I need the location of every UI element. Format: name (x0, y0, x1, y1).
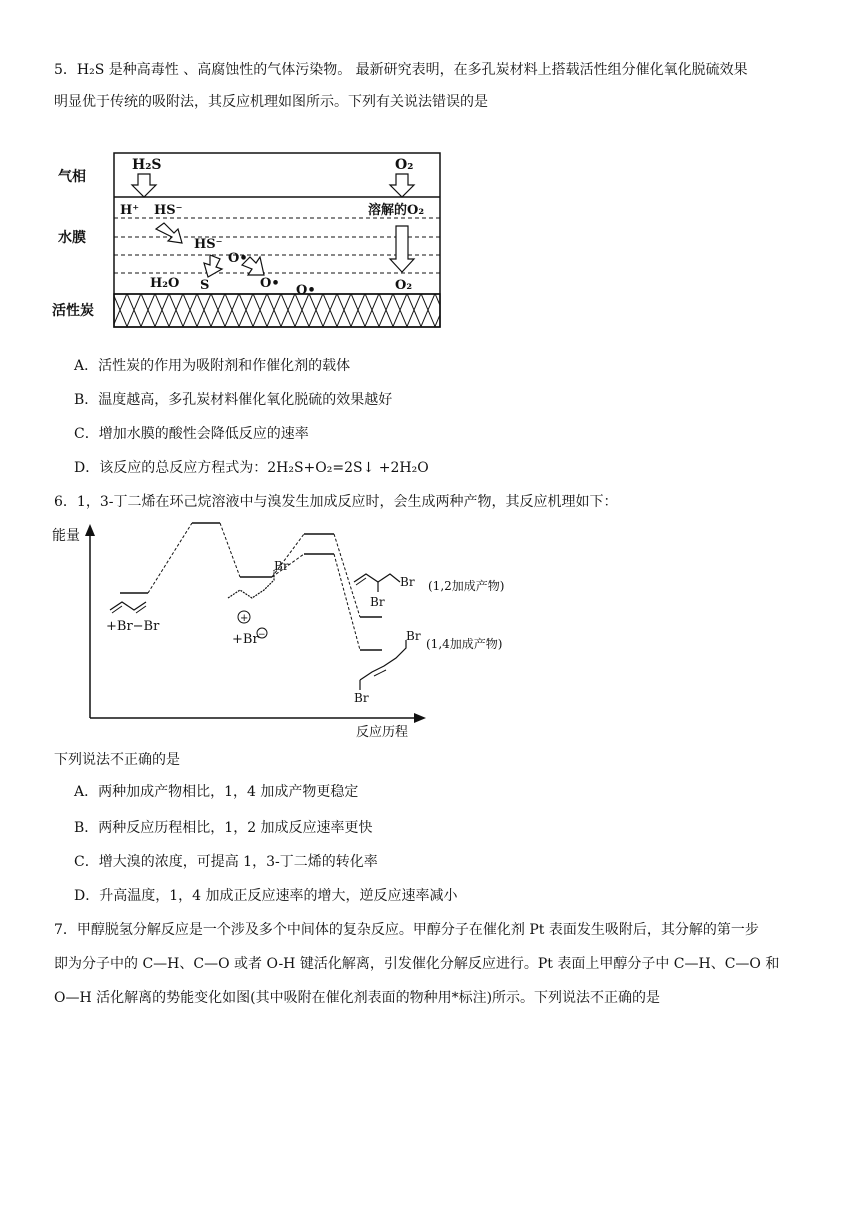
connector-5 (334, 534, 360, 617)
label-h2s: H₂S (132, 157, 162, 173)
activated-carbon-layer (114, 294, 440, 327)
dissolved-o2-down-arrow (390, 226, 414, 272)
label-activated-carbon: 活性炭 (52, 303, 94, 319)
bromide-minus-sign: − (258, 630, 266, 640)
hs-to-s-arrow (204, 255, 222, 277)
product14-structure (360, 640, 406, 680)
label-reactants: +Br−Br (106, 619, 160, 634)
q7-stem-line3: O—H 活化解离的势能变化如图(其中吸附在催化剂表面的物种用*标注)所示。下列说法不正确的是 (54, 990, 661, 1006)
label-water-film: 水膜 (58, 230, 86, 246)
o2-down-arrow (390, 174, 414, 197)
label-hs-minus-2: HS⁻ (194, 237, 223, 252)
q6-energy-diagram (48, 520, 528, 742)
label-o-radical-1: O• (228, 251, 248, 266)
product12-br-top: Br (400, 575, 415, 589)
label-h2o: H₂O (150, 276, 180, 291)
label-h-plus: H⁺ (120, 203, 140, 218)
x-axis-arrowhead (414, 713, 426, 723)
q7-stem-line2: 即为分子中的 C—H、C—O 或者 O-H 键活化解离，引发催化分解反应进行。Pt 表面上甲醇分子中 C—H、C—O 和 (54, 956, 780, 972)
label-intermediate-br: Br (274, 559, 289, 573)
q5-option-a[interactable]: A．活性炭的作用为吸附剂和作催化剂的载体 (74, 358, 351, 374)
connector-6 (334, 554, 360, 650)
label-dissolved-o2: 溶解的O₂ (368, 203, 425, 218)
allyl-cation-structure (228, 570, 274, 598)
h2s-down-arrow (132, 174, 156, 197)
q6-stem: 6．1，3-丁二烯在环己烷溶液中与溴发生加成反应时，会生成两种产物，其反应机理如下： (54, 494, 618, 510)
connector-2 (220, 523, 240, 577)
label-o2-bottom: O₂ (395, 278, 413, 293)
butadiene-structure (110, 602, 146, 610)
q7-stem-line1: 7．甲醇脱氢分解反应是一个涉及多个中间体的复杂反应。甲醇分子在催化剂 Pt 表面发生吸附后，其分解的第一步 (54, 922, 759, 938)
label-s: S (200, 278, 210, 293)
q5-stem-line1: 5．H₂S 是种高毒性 、高腐蚀性的气体污染物。 最新研究表明，在多孔炭材料上搭载活性组分催化氧化脱硫效果 (54, 62, 748, 78)
q5-option-b[interactable]: B．温度越高，多孔炭材料催化氧化脱硫的效果越好 (74, 392, 393, 408)
y-axis-label: 能量 (52, 528, 80, 544)
hs-diagonal-arrow (156, 223, 182, 243)
q5-option-c[interactable]: C．增加水膜的酸性会降低反应的速率 (74, 426, 309, 442)
q6-option-c[interactable]: C．增大溴的浓度，可提高 1，3-丁二烯的转化率 (74, 854, 378, 870)
cation-plus-sign: + (240, 613, 249, 624)
label-gas-phase: 气相 (58, 169, 86, 185)
label-intermediate-ion: +Br (232, 632, 259, 647)
product12-label: (1,2加成产物) (428, 579, 505, 593)
label-o2-top: O₂ (395, 157, 414, 173)
product14-label: (1,4加成产物) (426, 637, 503, 651)
y-axis-arrowhead (85, 524, 95, 536)
label-o-radical-3: O• (296, 283, 316, 298)
product14-br-bottom: Br (354, 691, 369, 705)
label-hs-minus-1: HS⁻ (154, 203, 183, 218)
connector-1 (148, 523, 192, 593)
q6-option-b[interactable]: B．两种反应历程相比，1，2 加成反应速率更快 (74, 820, 373, 836)
q6-question: 下列说法不正确的是 (54, 752, 180, 768)
q6-option-d[interactable]: D．升高温度，1，4 加成正反应速率的增大，逆反应速率减小 (74, 888, 458, 904)
product12-structure (354, 574, 400, 582)
product12-br-bottom: Br (370, 595, 385, 609)
label-o-radical-2: O• (260, 276, 280, 291)
q5-mechanism-figure (50, 145, 450, 335)
q6-option-a[interactable]: A．两种加成产物相比，1，4 加成产物更稳定 (74, 784, 359, 800)
q5-option-d[interactable]: D．该反应的总反应方程式为：2H₂S+O₂=2S↓ +2H₂O (74, 460, 429, 476)
product14-br-top: Br (406, 629, 421, 643)
q5-stem-line2: 明显优于传统的吸附法，其反应机理如图所示。下列有关说法错误的是 (54, 94, 488, 110)
x-axis-label: 反应历程 (356, 725, 409, 740)
